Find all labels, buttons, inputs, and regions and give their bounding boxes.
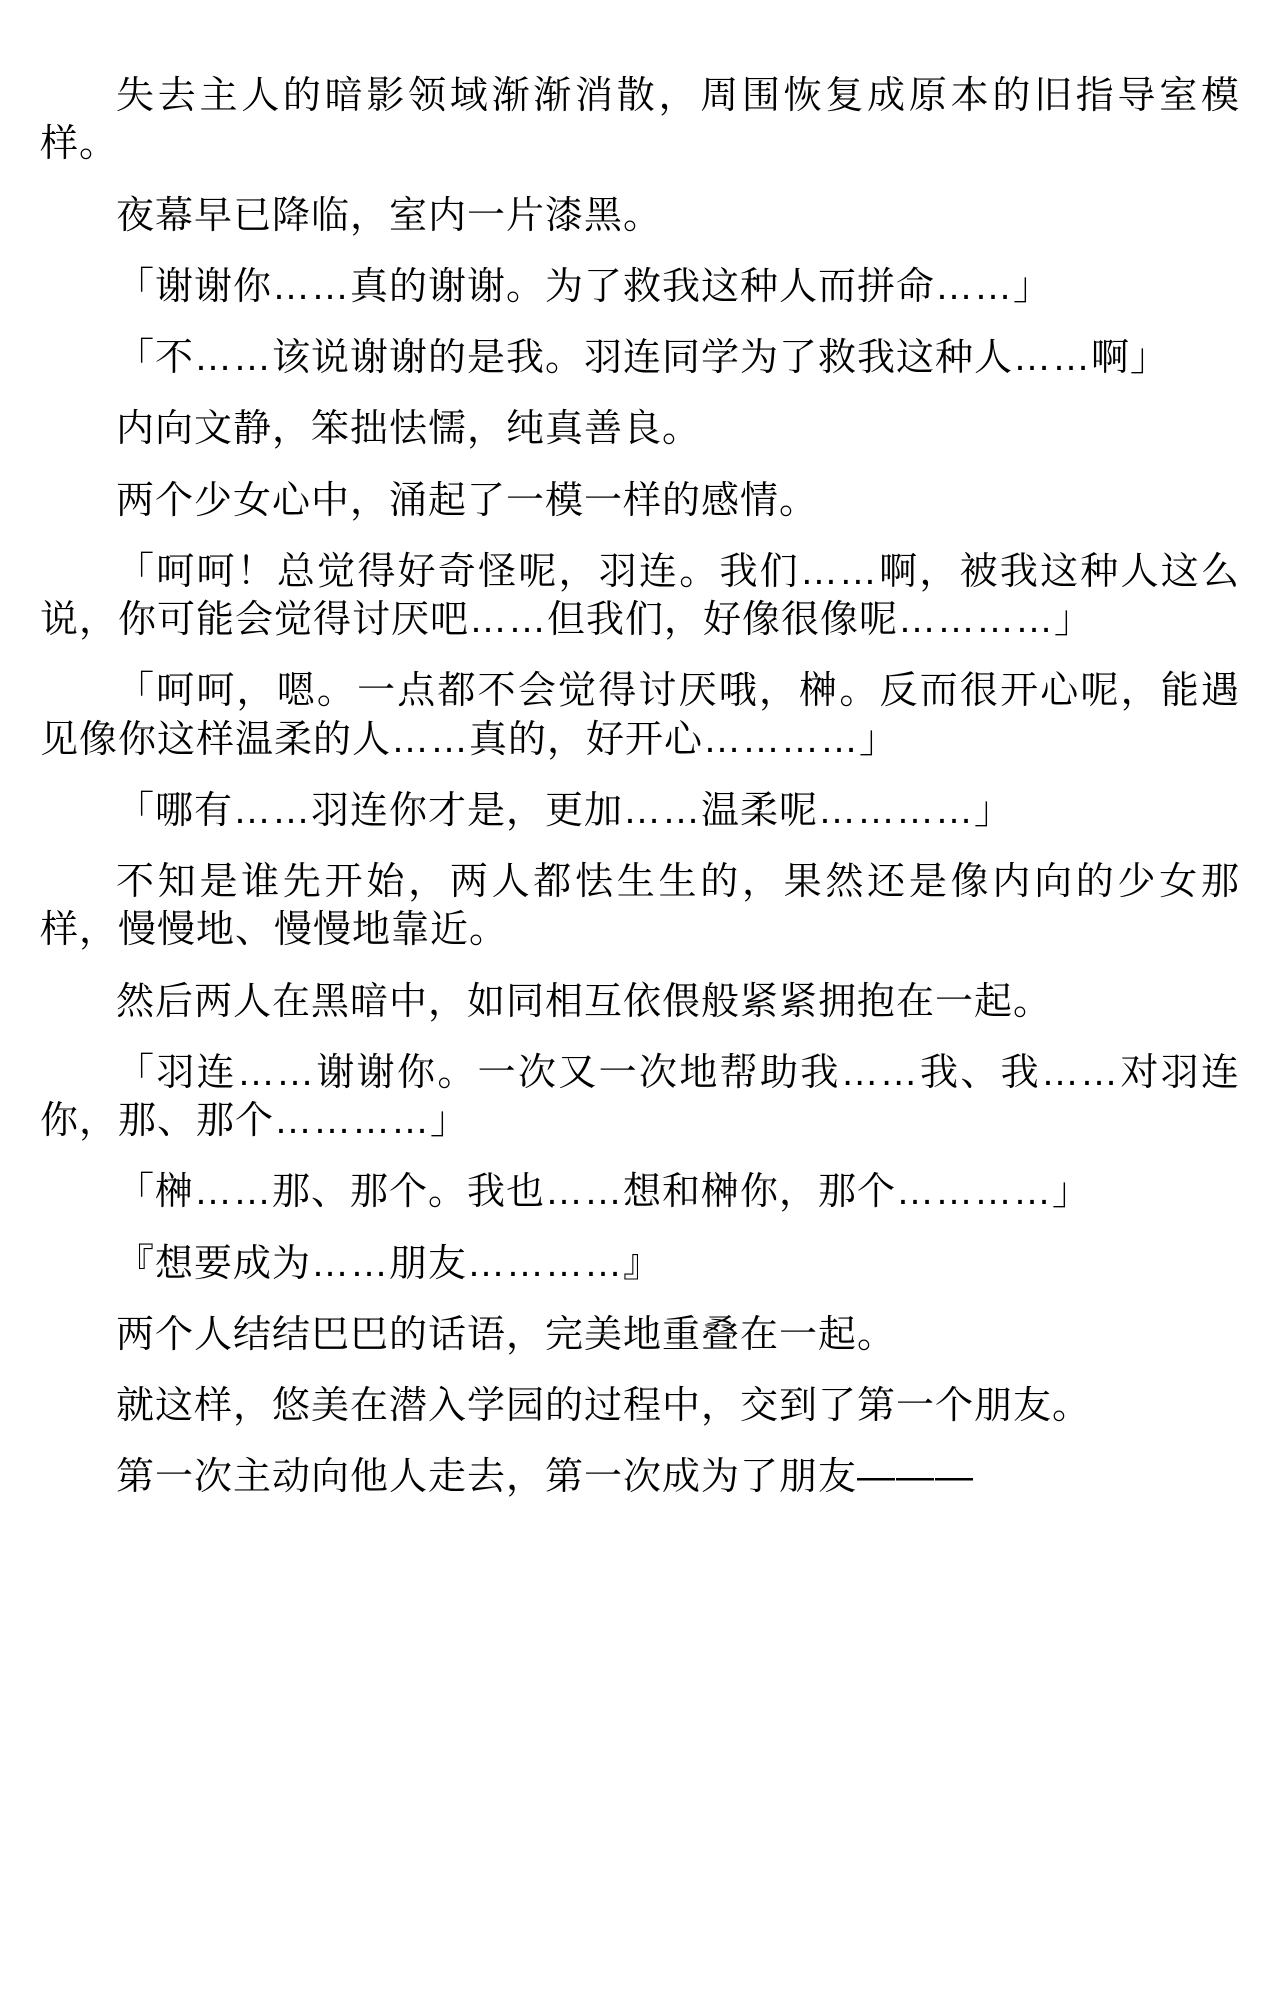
paragraph-dialogue: 「榊……那、那个。我也……想和榊你，那个…………」 [116,1171,1092,1214]
paragraph-dialogue: 「呵呵！总觉得好奇怪呢，羽连。我们……啊，被我这种人这么说，你可能会觉得讨厌吧……但我们，好像很像呢…………」 [40,550,1240,641]
paragraph-dialogue: 「不……该说谢谢的是我。羽连同学为了救我这种人……啊」 [116,337,1170,379]
paragraph-narration: 夜幕早已降临，室内一片漆黑。 [116,194,663,237]
paragraph-narration: 就这样，悠美在潜入学园的过程中，交到了第一个朋友。 [116,1385,1092,1427]
paragraph-narration: 第一次主动向他人走去，第一次成为了朋友——— [116,1456,975,1499]
paragraph-dialogue: 「羽连……谢谢你。一次又一次地帮助我……我、我……对羽连你，那、那个…………」 [40,1051,1240,1142]
paragraph-narration: 两个少女心中，涌起了一模一样的感情。 [116,479,819,522]
paragraph-narration: 然后两人在黑暗中，如同相互依偎般紧紧拥抱在一起。 [116,980,1053,1023]
paragraph-dialogue: 『想要成为……朋友…………』 [116,1242,663,1285]
paragraph-narration: 两个人结结巴巴的话语，完美地重叠在一起。 [116,1313,897,1356]
paragraph-dialogue: 「呵呵，嗯。一点都不会觉得讨厌哦，榊。反而很开心呢，能遇见像你这样温柔的人……真的，好开心…………」 [40,670,1240,761]
paragraph-narration: 不知是谁先开始，两人都怯生生的，果然还是像内向的少女那样，慢慢地、慢慢地靠近。 [40,861,1240,952]
text-block [40,72,1240,1502]
paragraph-narration: 失去主人的暗影领域渐渐消散，周围恢复成原本的旧指导室模样。 [40,75,1240,166]
paragraph-dialogue: 「哪有……羽连你才是，更加……温柔呢…………」 [116,789,1014,832]
paragraph-narration: 内向文静，笨拙怯懦，纯真善良。 [116,408,702,451]
paragraph-dialogue: 「谢谢你……真的谢谢。为了救我这种人而拼命……」 [116,265,1053,308]
